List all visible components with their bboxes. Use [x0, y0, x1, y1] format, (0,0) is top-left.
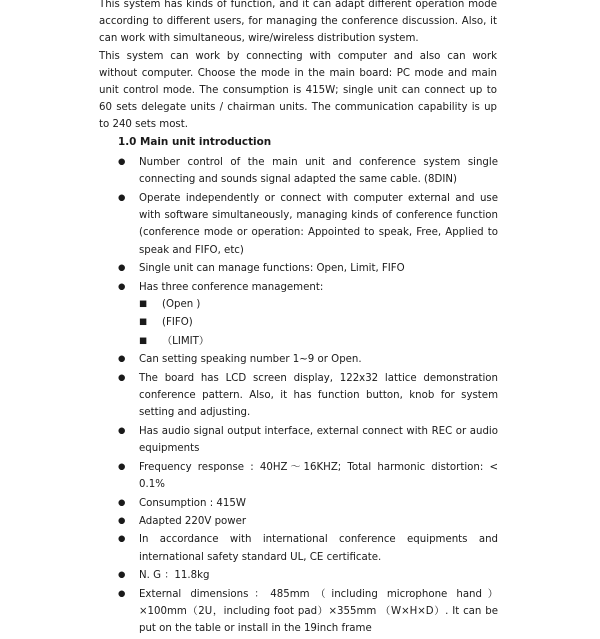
list-item: ● Operate independently or connect with computer external and use with software simultaneously, managing kinds of conference function (conference mode or operation: Appointed to speak, Free, Applied to speak and FIFO, etc) — [118, 190, 498, 259]
list-item: ● Consumption : 415W — [118, 495, 498, 512]
sub-list-item: ■ （LIMIT） — [139, 333, 498, 350]
list-item: ● Frequency response : 40HZ～16KHZ; Total harmonic distortion: < 0.1% — [118, 459, 498, 494]
list-item: ● Adapted 220V power — [118, 513, 498, 530]
management-mode-list — [139, 296, 498, 350]
list-item: ● In accordance with international conference equipments and international safety standard UL, CE certificate. — [118, 531, 498, 566]
list-item: ● Single unit can manage functions: Open, Limit, FIFO — [118, 260, 498, 277]
sub-list-item: ■ (Open ) — [139, 296, 498, 313]
list-item: ● Number control of the main unit and conference system single connecting and sounds signal adapted the same cable. (8DIN) — [118, 154, 498, 189]
feature-list — [118, 154, 498, 639]
intro-paragraph-1: This system has kinds of function, and it can adapt different operation mode according to different users, for managing the conference discussion. Also, it can work with simultaneous, wire/wireless distribution system. — [99, 0, 497, 44]
sub-list-item: ■ (FIFO) — [139, 314, 498, 331]
list-item: ● Can setting speaking number 1~9 or Open. — [118, 351, 498, 368]
list-item: ● Has audio signal output interface, external connect with REC or audio equipments — [118, 423, 498, 458]
list-item: ● External dimensions：485mm（including microphone hand）×100mm（2U，including foot pad）×355mm （W×H×D）. It can be put on the table or install in the 19inch frame — [118, 586, 498, 638]
list-item-text: Has three conference management: — [139, 281, 324, 293]
list-item: ● N. G ：11.8kg — [118, 567, 498, 584]
intro-paragraph-2: This system can work by connecting with computer and also can work without computer. Choose the mode in the main board: PC mode and main unit control mode. The consumption is 415W; single unit can connect up to 60 sets delegate units / chairman units. The communication capability is up to 240 sets most. — [99, 51, 497, 130]
section-heading: 1.0 Main unit introduction — [118, 136, 272, 148]
list-item: ● The board has LCD screen display, 122x32 lattice demonstration conference pattern. Also, it has function button, knob for system setting and adjusting. — [118, 370, 498, 422]
list-item-with-sublist — [118, 279, 498, 351]
